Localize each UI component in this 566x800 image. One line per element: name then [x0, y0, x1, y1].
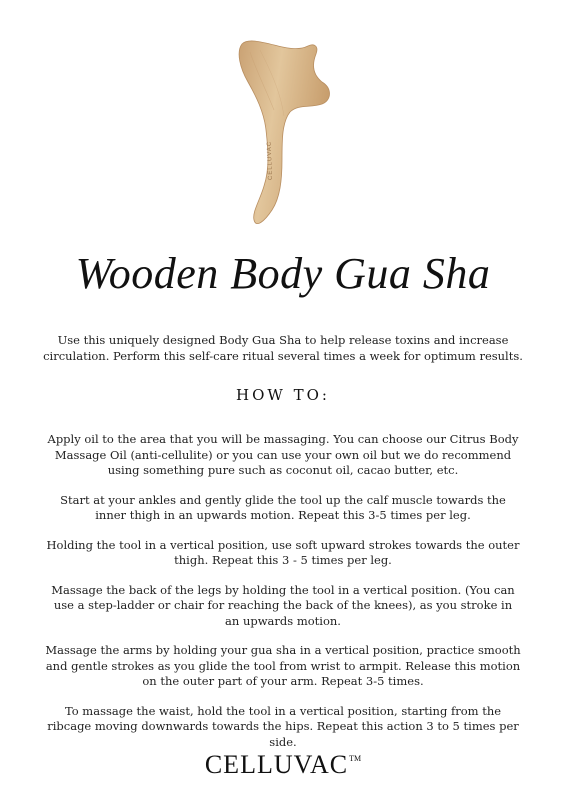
instruction-step: Holding the tool in a vertical position, use soft upward strokes towards the outer thigh. Repeat this 3 - 5 times per leg. — [46, 537, 520, 567]
page-title: Wooden Body Gua Sha — [75, 249, 491, 298]
instruction-step: Apply oil to the area that you will be massaging. You can choose our Citrus Body Massage Oil (anti-cellulite) or you can use your own oil but we do recommend using something pure such as coconut oil, cacao butter, etc. — [47, 432, 519, 477]
instruction-step: Massage the back of the legs by holding the tool in a vertical position. (You can use a step-ladder or chair for reaching the back of the knees), as you stroke in an upwards motion. — [51, 582, 515, 628]
instruction-list — [45, 432, 521, 764]
trademark-mark: TM — [349, 754, 362, 763]
howto-heading: HOW TO: — [236, 386, 330, 404]
instruction-step: Start at your ankles and gently glide the tool up the calf muscle towards the inner thigh in an upwards motion. Repeat this 3-5 times per leg. — [60, 492, 506, 522]
brand-name: CELLUVAC — [204, 750, 349, 779]
gua-sha-tool-image — [190, 30, 350, 240]
instruction-step: To massage the waist, hold the tool in a vertical position, starting from the ribcage moving downwards towards the hips. Repeat this action 3 to 5 times per side. — [47, 703, 519, 749]
instruction-step: Massage the arms by holding your gua sha in a vertical position, practice smooth and gentle strokes as you glide the tool from wrist to armpit. Release this motion on the outer part of your arm. Repeat 3-5 times. — [45, 643, 521, 688]
intro-paragraph: Use this uniquely designed Body Gua Sha to help release toxins and increase circulation. Perform this self-care ritual several times a week for optimum results. — [43, 333, 523, 363]
engraving-text: CELLUVAC — [266, 140, 274, 181]
brand-logo — [0, 750, 566, 780]
